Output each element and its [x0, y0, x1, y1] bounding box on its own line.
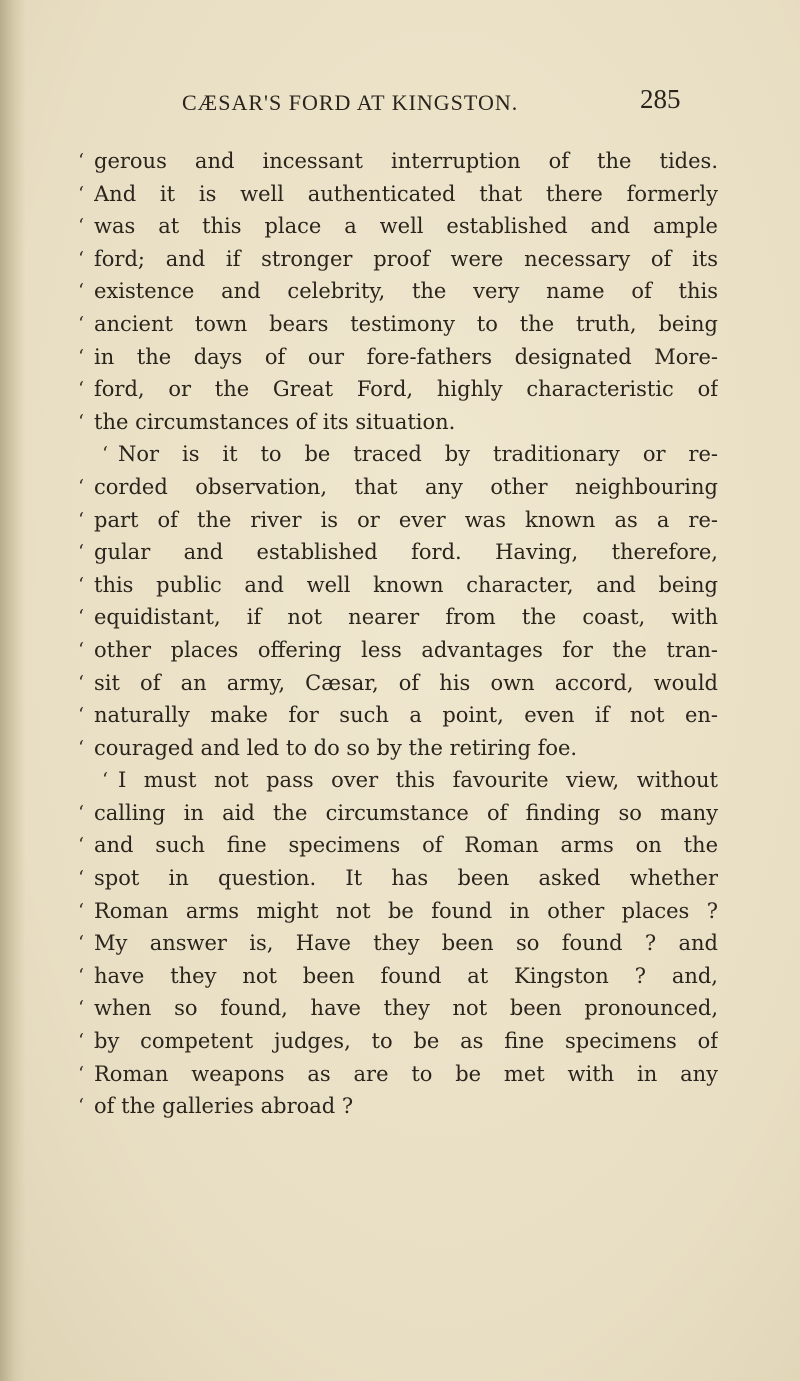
quote-mark: ‘ — [78, 410, 85, 433]
line-text: My answer is, Have they been so found ? and — [94, 931, 718, 956]
text-line — [78, 210, 718, 243]
running-head: CÆSAR'S FORD AT KINGSTON. — [182, 90, 519, 115]
text-line — [78, 601, 718, 634]
quote-mark: ‘ — [78, 606, 85, 629]
text-line — [78, 992, 718, 1025]
line-text: in the days of our fore-fathers designated More- — [94, 344, 718, 369]
line-text: the circumstances of its situation. — [94, 409, 456, 434]
text-line — [78, 145, 718, 178]
quote-mark: ‘ — [78, 182, 85, 205]
quote-mark: ‘ — [78, 736, 85, 759]
text-line — [78, 1058, 718, 1091]
text-line — [78, 667, 718, 700]
text-line — [78, 504, 718, 537]
quote-mark: ‘ — [78, 1095, 85, 1118]
line-text: ford, or the Great Ford, highly characteristic of — [94, 377, 718, 402]
quote-mark: ‘ — [78, 867, 85, 890]
page-number: 285 — [640, 84, 681, 114]
paragraph-start-line — [78, 764, 718, 797]
text-line — [78, 927, 718, 960]
text-line — [78, 797, 718, 830]
line-text: existence and celebrity, the very name of this — [94, 279, 718, 304]
quote-mark: ‘ — [78, 508, 85, 531]
line-text: And it is well authenticated that there formerly — [94, 181, 718, 206]
body-text — [78, 145, 718, 1123]
text-line — [78, 341, 718, 374]
quote-mark: ‘ — [78, 541, 85, 564]
quote-mark: ‘ — [78, 834, 85, 857]
line-text: naturally make for such a point, even if not en- — [94, 703, 718, 728]
line-text: of the galleries abroad ? — [94, 1094, 354, 1119]
line-text: and such fine specimens of Roman arms on the — [94, 833, 718, 858]
line-text: Nor is it to be traced by traditionary or re- — [118, 442, 718, 467]
quote-mark: ‘ — [78, 932, 85, 955]
line-text: Roman arms might not be found in other places ? — [94, 898, 718, 923]
line-text: equidistant, if not nearer from the coast, with — [94, 605, 718, 630]
quote-mark: ‘ — [78, 280, 85, 303]
quote-mark: ‘ — [78, 997, 85, 1020]
quote-mark: ‘ — [78, 638, 85, 661]
line-text: part of the river is or ever was known as a re- — [94, 507, 718, 532]
line-text: have they not been found at Kingston ? and, — [94, 963, 718, 988]
line-text: I must not pass over this favourite view, without — [118, 768, 718, 793]
line-text: calling in aid the circumstance of finding so many — [94, 800, 718, 825]
quote-mark: ‘ — [78, 345, 85, 368]
text-line — [78, 471, 718, 504]
text-line — [78, 699, 718, 732]
quote-mark: ‘ — [78, 1062, 85, 1085]
text-line — [78, 308, 718, 341]
text-line — [78, 862, 718, 895]
line-text: other places offering less advantages for the tran- — [94, 637, 718, 662]
line-text: Roman weapons as are to be met with in any — [94, 1061, 718, 1086]
text-line — [78, 569, 718, 602]
text-line — [78, 1090, 718, 1123]
quote-mark: ‘ — [78, 964, 85, 987]
quote-mark: ‘ — [102, 769, 109, 792]
line-text: when so found, have they not been pronounced, — [94, 996, 718, 1021]
page-header — [0, 84, 800, 124]
text-line — [78, 1025, 718, 1058]
quote-mark: ‘ — [78, 247, 85, 270]
line-text: corded observation, that any other neighbouring — [94, 474, 718, 499]
text-line — [78, 178, 718, 211]
line-text: sit of an army, Cæsar, of his own accord, would — [94, 670, 718, 695]
line-text: this public and well known character, and being — [94, 572, 718, 597]
quote-mark: ‘ — [102, 443, 109, 466]
line-text: was at this place a well established and ample — [94, 214, 718, 239]
text-line — [78, 960, 718, 993]
quote-mark: ‘ — [78, 573, 85, 596]
text-line — [78, 634, 718, 667]
quote-mark: ‘ — [78, 899, 85, 922]
text-line — [78, 829, 718, 862]
quote-mark: ‘ — [78, 378, 85, 401]
text-line — [78, 895, 718, 928]
line-text: ford; and if stronger proof were necessary of its — [94, 246, 718, 271]
quote-mark: ‘ — [78, 312, 85, 335]
quote-mark: ‘ — [78, 671, 85, 694]
line-text: couraged and led to do so by the retiring foe. — [94, 735, 578, 760]
line-text: ancient town bears testimony to the truth, being — [94, 311, 718, 336]
line-text: gular and established ford. Having, therefore, — [94, 540, 718, 565]
quote-mark: ‘ — [78, 801, 85, 824]
binding-gutter-shadow — [0, 0, 26, 1381]
text-line — [78, 275, 718, 308]
text-line — [78, 243, 718, 276]
quote-mark: ‘ — [78, 704, 85, 727]
quote-mark: ‘ — [78, 475, 85, 498]
text-line — [78, 732, 718, 765]
text-line — [78, 373, 718, 406]
line-text: spot in question. It has been asked whether — [94, 866, 718, 891]
line-text: gerous and incessant interruption of the tides. — [94, 149, 718, 173]
quote-mark: ‘ — [78, 215, 85, 238]
quote-mark: ‘ — [78, 150, 85, 172]
text-line — [78, 536, 718, 569]
text-line — [78, 406, 718, 439]
paragraph-start-line — [78, 438, 718, 471]
line-text: by competent judges, to be as fine specimens of — [94, 1029, 718, 1054]
quote-mark: ‘ — [78, 1030, 85, 1053]
